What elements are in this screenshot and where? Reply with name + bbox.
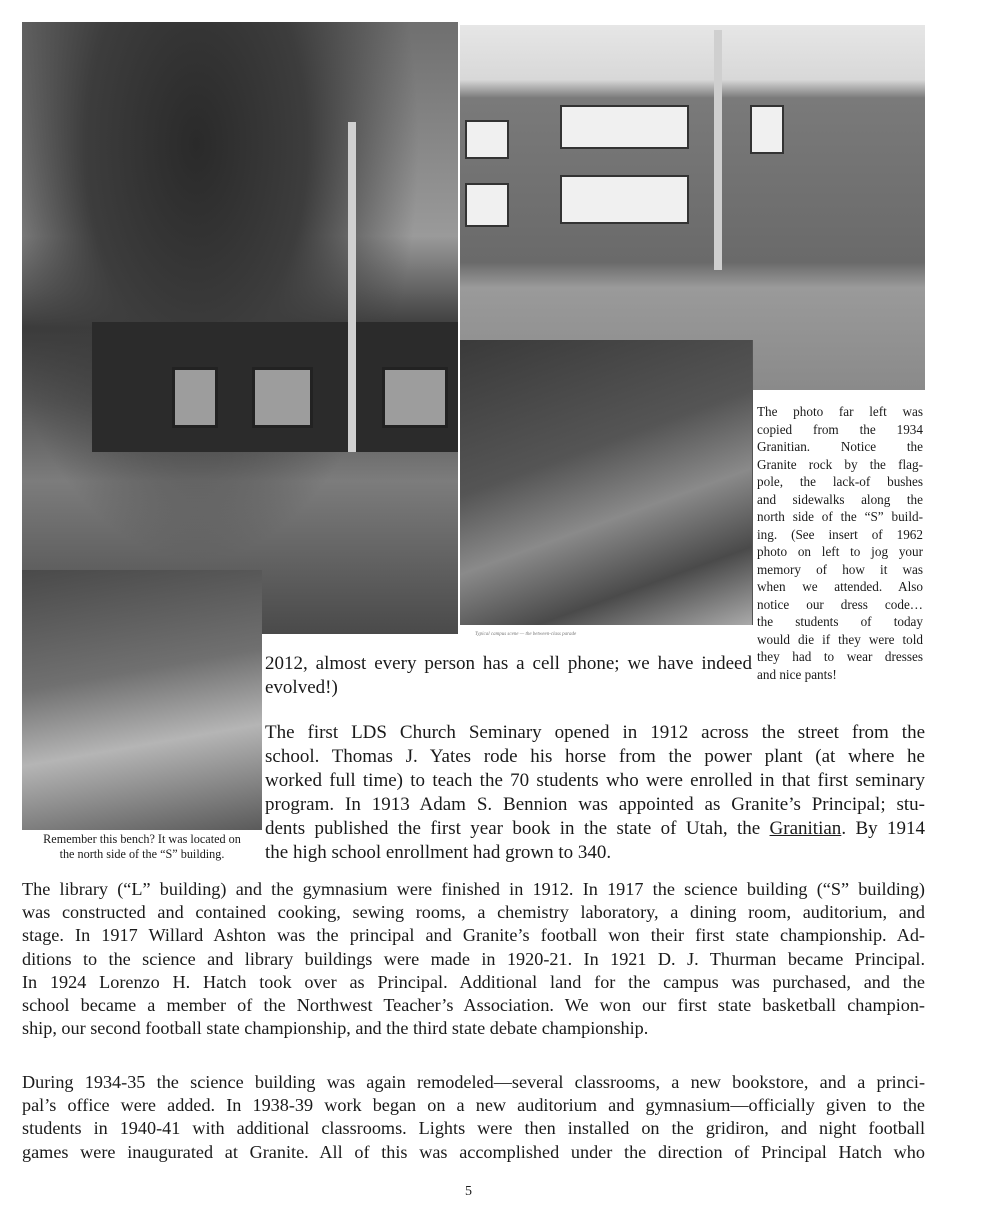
flagpole [714, 30, 722, 270]
photo-campus-1934 [22, 22, 458, 634]
text-line: In 1924 Lorenzo H. Hatch took over as Principal. Additional land for the campus was purchased, and the [22, 971, 925, 992]
caption-line: Granitian. Notice the [757, 439, 923, 454]
window [560, 105, 689, 149]
photo-caption-right [757, 403, 923, 683]
caption-line: The photo far left was [757, 404, 923, 419]
text-line: games were inaugurated at Granite. All of this was accomplished under the direction of Principal Hatch who [22, 1141, 925, 1162]
window [560, 175, 689, 224]
caption-line: they had to wear dresses [757, 649, 923, 664]
text-line: ditions to the science and library buildings were made in 1920-21. In 1921 D. J. Thurman became Principal. [22, 948, 925, 969]
text-line: school. Thomas J. Yates rode his horse from the power plant (at where he [265, 746, 925, 767]
caption-line: Remember this bench? It was located on [43, 832, 241, 846]
caption-line: and sidewalks along the [757, 491, 923, 507]
caption-line: copied from the 1934 [757, 421, 923, 437]
text-line: program. In 1913 Adam S. Bennion was appointed as Granite’s Principal; stu- [265, 794, 925, 815]
text-line: the high school enrollment had grown to 340. [265, 842, 612, 863]
caption-line: memory of how it was [757, 561, 923, 577]
paragraph-cell-phone [265, 652, 752, 700]
text-line: ship, our second football state championship, and the third state debate championship. [22, 1018, 649, 1039]
caption-line: Granite rock by the flag- [757, 456, 923, 472]
text-segment: . By 1914 [841, 818, 925, 839]
caption-line: north side of the “S” build- [757, 509, 923, 524]
text-line: evolved!) [265, 677, 338, 698]
window [382, 367, 448, 428]
paragraph-seminary [265, 721, 925, 865]
photo-tiny-caption: Typical campus scene — the between-class parade [475, 632, 577, 637]
text-line: pal’s office were added. In 1938-39 work began on a new auditorium and gymnasium—officially given to the [22, 1095, 925, 1116]
text-line: stage. In 1917 Willard Ashton was the principal and Granite’s football won their first state championship. Ad- [22, 925, 925, 946]
bench-caption [22, 832, 262, 862]
text-line: The first LDS Church Seminary opened in 1912 across the street from the [265, 722, 925, 743]
photo-students-walking [460, 340, 753, 625]
text-segment: dents published the first year book in the state of Utah, the [265, 818, 770, 839]
text-line: students in 1940-41 with additional classrooms. Lights were then installed on the gridiron, and night football [22, 1118, 925, 1139]
text-line: school became a member of the Northwest Teacher’s Association. We won our first state basketball champion- [22, 995, 925, 1016]
caption-line: when we attended. Also [757, 579, 923, 594]
photo-bench [22, 570, 262, 830]
caption-line: the students of today [757, 614, 923, 629]
caption-line: notice our dress code… [757, 596, 923, 612]
paragraph-library-gym [22, 878, 925, 1040]
window [172, 367, 218, 428]
caption-line: photo on left to jog your [757, 544, 923, 559]
text-line: 2012, almost every person has a cell phone; we have indeed [265, 653, 752, 674]
caption-line: and nice pants! [757, 666, 837, 682]
window [252, 367, 313, 428]
caption-line: the north side of the “S” building. [59, 847, 225, 861]
caption-line: ing. (See insert of 1962 [757, 526, 923, 542]
text-line: During 1934-35 the science building was again remodeled—several classrooms, a new bookstore, and a princi- [22, 1072, 925, 1092]
flagpole [348, 122, 356, 452]
caption-line: would die if they were told [757, 631, 923, 647]
text-line: worked full time) to teach the 70 students who were enrolled in that first seminary [265, 770, 925, 791]
text-line: The library (“L” building) and the gymnasium were finished in 1912. In 1917 the science building (“S” building) [22, 879, 925, 899]
paragraph-remodel [22, 1071, 925, 1164]
text-line: was constructed and contained cooking, sewing rooms, a chemistry laboratory, a dining room, auditorium, and [22, 902, 925, 923]
text-line [265, 817, 925, 841]
page-number: 5 [465, 1184, 472, 1199]
window [750, 105, 784, 154]
window [465, 183, 509, 227]
yearbook-title: Granitian [769, 818, 842, 839]
caption-line: pole, the lack-of bushes [757, 474, 923, 489]
photo-s-building [460, 25, 925, 390]
window [465, 120, 509, 159]
